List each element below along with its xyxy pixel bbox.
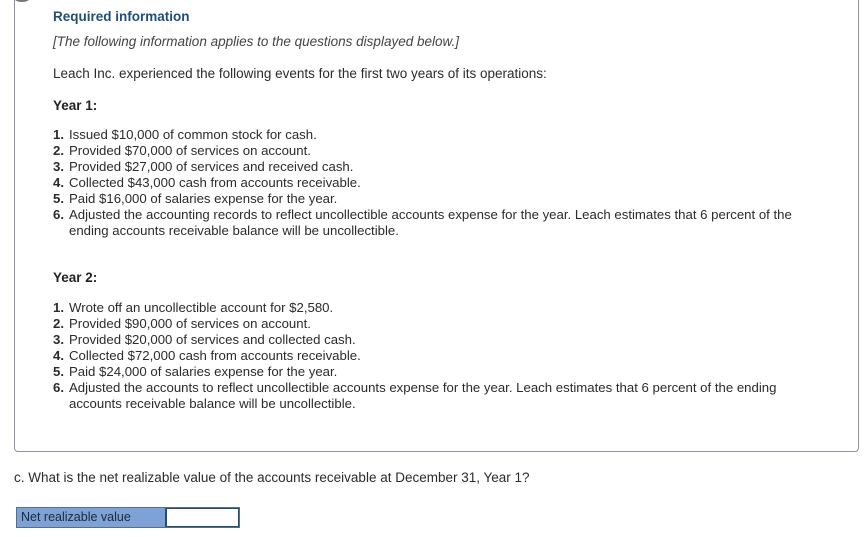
- list-item: [53, 143, 823, 159]
- list-item: [53, 380, 823, 412]
- year1-heading: Year 1:: [53, 98, 98, 113]
- item-text: Issued $10,000 of common stock for cash.: [69, 127, 317, 142]
- item-text: Paid $16,000 of salaries expense for the year.: [69, 191, 338, 206]
- item-text: Provided $90,000 of services on account.: [69, 316, 311, 331]
- item-number: 3.: [53, 159, 64, 174]
- item-number: 5.: [53, 364, 64, 379]
- item-number: 4.: [53, 348, 64, 363]
- item-number: 4.: [53, 175, 64, 190]
- year1-event-list: [53, 127, 823, 239]
- item-number: 1.: [53, 300, 64, 315]
- list-item: [53, 348, 823, 364]
- list-item: [53, 175, 823, 191]
- item-number: 2.: [53, 143, 64, 158]
- item-text: Wrote off an uncollectible account for $2,580.: [69, 300, 334, 315]
- net-realizable-value-input[interactable]: [165, 508, 239, 527]
- answer-label: Net realizable value: [17, 508, 165, 527]
- list-item: [53, 332, 823, 348]
- item-number: 6.: [53, 380, 64, 395]
- list-item: [53, 191, 823, 207]
- item-number: 3.: [53, 332, 64, 347]
- item-text: Provided $70,000 of services on account.: [69, 143, 311, 158]
- item-text: Adjusted the accounts to reflect uncollectible accounts expense for the year. Leach estimates that 6 percent of the ending accounts receivable balance will be uncollectible.: [69, 380, 777, 411]
- list-item: [53, 364, 823, 380]
- list-item: [53, 316, 823, 332]
- item-text: Provided $20,000 of services and collected cash.: [69, 332, 356, 347]
- list-item: [53, 127, 823, 143]
- item-text: Paid $24,000 of salaries expense for the year.: [69, 364, 338, 379]
- item-number: 5.: [53, 191, 64, 206]
- year2-event-list: [53, 300, 823, 412]
- list-item: [53, 300, 823, 316]
- question-text: c. What is the net realizable value of the accounts receivable at December 31, Year 1?: [14, 470, 530, 485]
- year2-heading: Year 2:: [53, 270, 98, 285]
- item-number: 1.: [53, 127, 64, 142]
- answer-row: [16, 507, 240, 528]
- required-information-title: Required information: [53, 9, 190, 24]
- list-item: [53, 159, 823, 175]
- intro-text: Leach Inc. experienced the following events for the first two years of its operations:: [53, 66, 547, 81]
- item-number: 6.: [53, 207, 64, 222]
- item-number: 2.: [53, 316, 64, 331]
- item-text: Collected $43,000 cash from accounts receivable.: [69, 175, 361, 190]
- item-text: Provided $27,000 of services and received cash.: [69, 159, 354, 174]
- list-item: [53, 207, 823, 239]
- info-note: [The following information applies to the questions displayed below.]: [53, 34, 459, 49]
- item-text: Collected $72,000 cash from accounts receivable.: [69, 348, 361, 363]
- item-text: Adjusted the accounting records to reflect uncollectible accounts expense for the year. Leach estimates that 6 percent of the ending accounts receivable balance will be uncollectible.: [69, 207, 792, 238]
